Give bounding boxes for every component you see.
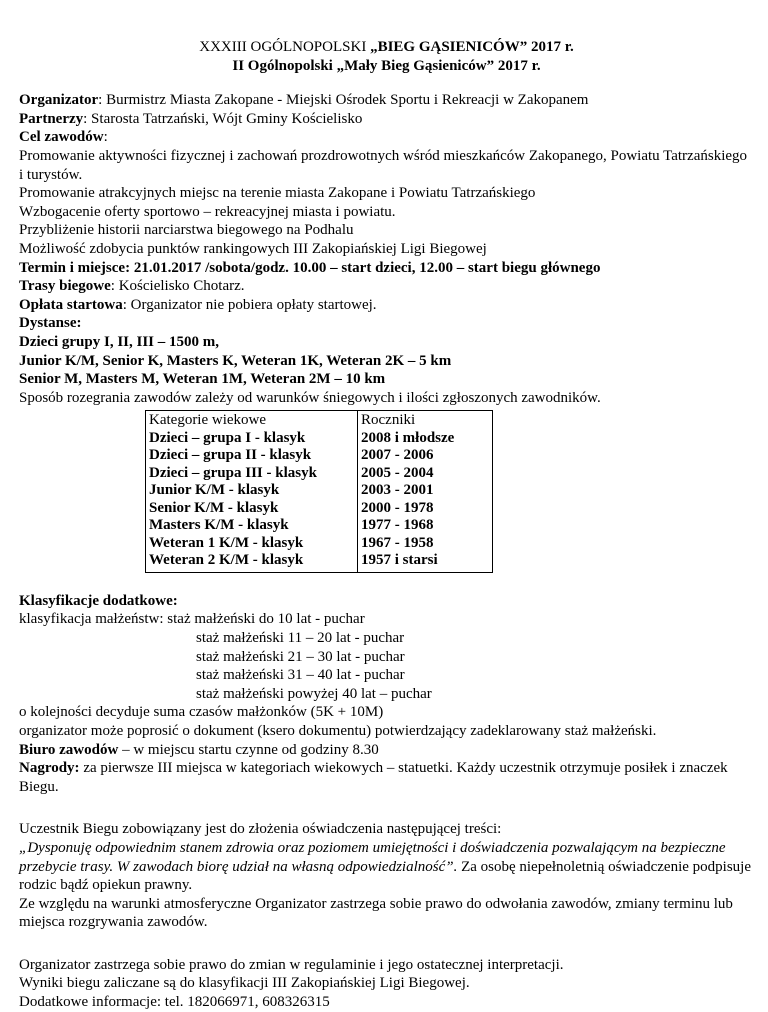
partners-line: Partnerzy: Starosta Tatrzański, Wójt Gminy Kościelisko — [19, 110, 363, 127]
marriage-line: staż małżeński powyżej 40 lat – puchar — [196, 685, 432, 702]
marriage-line: staż małżeński 31 – 40 lat - puchar — [196, 667, 405, 684]
goal-item: Wzbogacenie oferty sportowo – rekreacyjnej miasta i powiatu. — [19, 203, 396, 220]
category-name: Dzieci – grupa II - klasyk — [149, 447, 312, 464]
category-name: Junior K/M - klasyk — [149, 482, 280, 499]
office-line: Biuro zawodów – w miejscu startu czynne od godziny 8.30 — [19, 741, 379, 758]
birth-years: 2008 i młodsze — [361, 429, 455, 446]
category-name: Masters K/M - klasyk — [149, 517, 289, 534]
distance-line: Junior K/M, Senior K, Masters K, Weteran 1K, Weteran 2K – 5 km — [19, 352, 452, 369]
contact-line: Dodatkowe informacje: tel. 182066971, 608326315 — [19, 994, 330, 1011]
weather-line: Ze względu na warunki atmosferyczne Organizator zastrzega sobie prawo do odwołania zawodów, zmiany terminu lub miejsca rozgrywania zawodów. — [19, 895, 733, 931]
order-line: o kolejności decyduje suma czasów małżonków (5K + 10M) — [19, 704, 384, 721]
document-line: organizator może poprosić o dokument (ksero dokumentu) potwierdzający zadeklarowany staż małżeński. — [19, 722, 657, 739]
marriage-line: staż małżeński 21 – 30 lat - puchar — [196, 648, 405, 665]
table-header-years: Roczniki — [361, 412, 416, 429]
birth-years: 2007 - 2006 — [361, 447, 434, 464]
goal-item: Promowanie atrakcyjnych miejsc na terenie miasta Zakopane i Powiatu Tatrzańskiego — [19, 185, 536, 202]
table-cell-categories — [146, 411, 358, 573]
title-line-1: XXXIII OGÓLNOPOLSKI „BIEG GĄSIENICÓW” 2017 r. — [199, 39, 574, 55]
birth-years: 2000 - 1978 — [361, 499, 434, 516]
birth-years: 1957 i starsi — [361, 552, 438, 569]
birth-years: 1967 - 1958 — [361, 534, 434, 551]
table-cell-years — [358, 411, 493, 573]
title-line-2: II Ogólnopolski „Mały Bieg Gąsieniców” 2017 r. — [232, 57, 541, 74]
extra-classification-heading: Klasyfikacje dodatkowe: — [19, 592, 178, 609]
fee-line: Opłata startowa: Organizator nie pobiera opłaty startowej. — [19, 296, 377, 313]
goal-item: Przybliżenie historii narciarstwa biegowego na Podhalu — [19, 222, 354, 239]
category-name: Weteran 2 K/M - klasyk — [149, 552, 304, 569]
distance-line: Senior M, Masters M, Weteran 1M, Weteran 2M – 10 km — [19, 371, 386, 388]
declaration-text: „Dysponuję odpowiednim stanem zdrowia oraz poziomem umiejętności i doświadczenia pozwalającym na bezpieczne przebycie trasy. W zawodach biorę udział na własną odpowiedzialność”. Za osobę niepełnoletnią oświadczenie podpisuje rodzic bądź opiekun prawny. — [19, 839, 751, 894]
closing-line: Wyniki biegu zaliczane są do klasyfikacji III Zakopiańskiej Ligi Biegowej. — [19, 975, 470, 992]
category-name: Senior K/M - klasyk — [149, 499, 279, 516]
organizer-line: Organizator: Burmistrz Miasta Zakopane - Miejski Ośrodek Sportu i Rekreacji w Zakopanem — [19, 92, 589, 109]
goal-item: Możliwość zdobycia punktów rankingowych III Zakopiańskiej Ligi Biegowej — [19, 240, 487, 257]
document-page — [19, 38, 754, 1012]
marriage-line: staż małżeński 11 – 20 lat - puchar — [196, 629, 405, 646]
table-header-category: Kategorie wiekowe — [149, 412, 267, 429]
closing-line: Organizator zastrzega sobie prawo do zmian w regulaminie i jego ostatecznej interpretacji. — [19, 956, 564, 973]
routes-line: Trasy biegowe: Kościelisko Chotarz. — [19, 278, 245, 295]
goal-item: Promowanie aktywności fizycznej i zachowań prozdrowotnych wśród mieszkańców Zakopanego, Powiatu Tatrzańskiego i turystów. — [19, 147, 748, 183]
birth-years: 2003 - 2001 — [361, 482, 434, 499]
category-name: Dzieci – grupa III - klasyk — [149, 464, 317, 481]
distances-heading: Dystanse: — [19, 315, 82, 332]
prizes-line: Nagrody: za pierwsze III miejsca w kategoriach wiekowych – statuetki. Każdy uczestnik otrzymuje posiłek i znaczek Biegu. — [19, 760, 728, 795]
category-name: Weteran 1 K/M - klasyk — [149, 534, 304, 551]
birth-years: 2005 - 2004 — [361, 464, 434, 481]
declaration-intro: Uczestnik Biegu zobowiązany jest do złożenia oświadczenia następującej treści: — [19, 821, 502, 838]
marriage-line: klasyfikacja małżeństw: staż małżeński do 10 lat - puchar — [19, 611, 365, 628]
table-row — [146, 411, 493, 573]
date-place-line: Termin i miejsce: 21.01.2017 /sobota/godz. 10.00 – start dzieci, 12.00 – start biegu głównego — [19, 259, 601, 276]
category-name: Dzieci – grupa I - klasyk — [149, 429, 306, 446]
distances-note: Sposób rozegrania zawodów zależy od warunków śniegowych i ilości zgłoszonych zawodników. — [19, 389, 601, 406]
distance-line: Dzieci grupy I, II, III – 1500 m, — [19, 333, 220, 350]
goals-heading: Cel zawodów: — [19, 129, 108, 146]
birth-years: 1977 - 1968 — [361, 517, 434, 534]
age-category-table — [145, 410, 493, 573]
